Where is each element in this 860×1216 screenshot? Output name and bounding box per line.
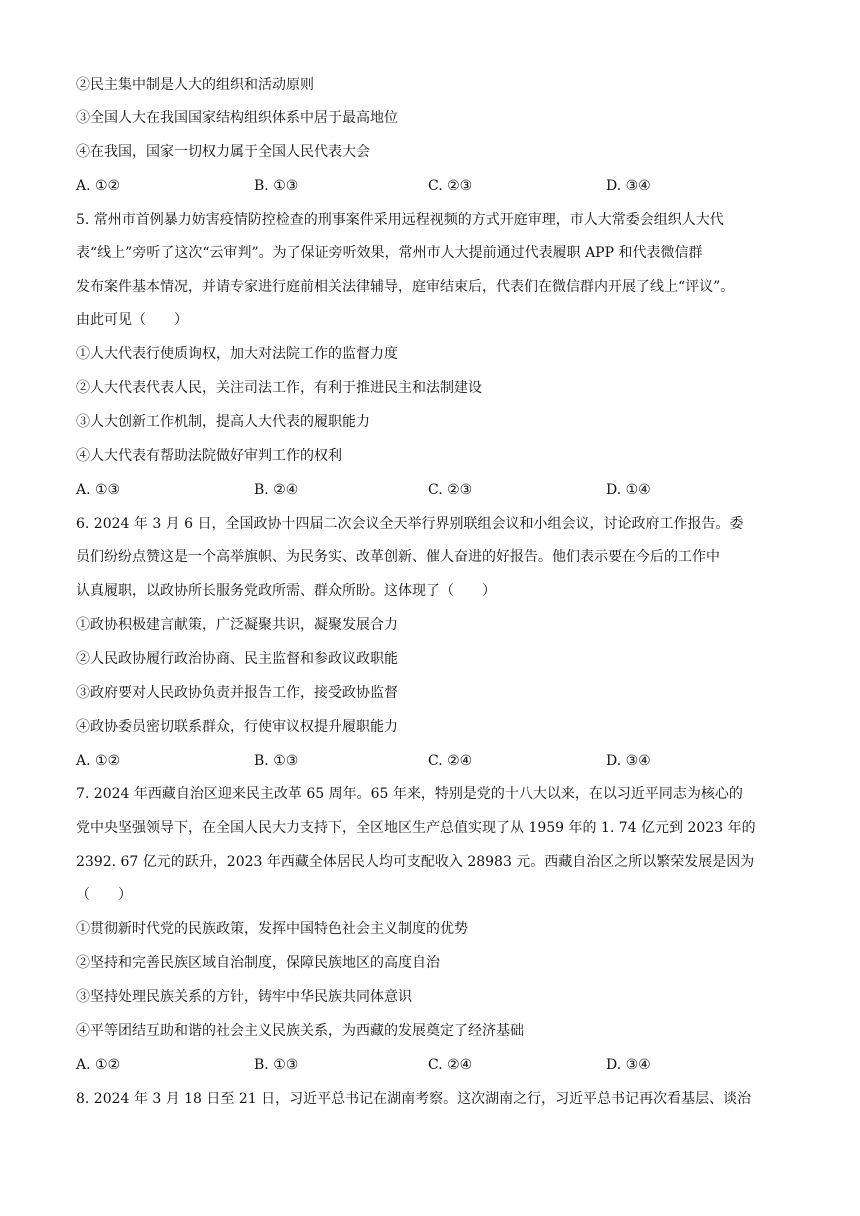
q6-stem-line-3: 认真履职，以政协所长服务党政所需、群众所盼。这体现了（ ）	[76, 583, 496, 599]
q6-item-4: ④政协委员密切联系群众，行使审议权提升履职能力	[76, 719, 398, 735]
q7-stem-line-1: 7. 2024 年西藏自治区迎来民主改革 65 周年。65 年来，特别是党的十八大以来，在以习近平同志为核心的	[76, 786, 743, 802]
q7-stem-line-2: 党中央坚强领导下，在全国人民大力支持下，全区地区生产总值实现了从 1959 年的 1. 74 亿元到 2023 年的	[76, 820, 756, 836]
q6-options	[76, 751, 776, 771]
q6-option-b[interactable]: B. ①③	[254, 753, 299, 769]
q6-option-c[interactable]: C. ②④	[428, 753, 473, 769]
q4-option-c[interactable]: C. ②③	[428, 178, 473, 194]
q6-item-1: ①政协积极建言献策，广泛凝聚共识，凝聚发展合力	[76, 617, 398, 633]
q5-stem-line-4: 由此可见（ ）	[76, 312, 188, 328]
q5-option-b[interactable]: B. ②④	[254, 482, 299, 498]
q6-item-3: ③政府要对人民政协负责并报告工作，接受政协监督	[76, 685, 398, 701]
q5-stem-line-3: 发布案件基本情况，并请专家进行庭前相关法律辅导，庭审结束后，代表们在微信群内开展了线上“评议”。	[76, 279, 735, 295]
q6-stem-line-1: 6. 2024 年 3 月 6 日，全国政协十四届二次会议全天举行界别联组会议和小组会议，讨论政府工作报告。委	[76, 516, 744, 532]
q7-item-4: ④平等团结互助和谐的社会主义民族关系，为西藏的发展奠定了经济基础	[76, 1023, 524, 1039]
q5-options	[76, 480, 776, 500]
q8-stem-line-1: 8. 2024 年 3 月 18 日至 21 日，习近平总书记在湖南考察。这次湖南之行，习近平总书记再次看基层、谈治	[76, 1091, 752, 1107]
q5-item-4: ④人大代表有帮助法院做好审判工作的权利	[76, 448, 342, 464]
q7-option-c[interactable]: C. ②④	[428, 1057, 473, 1073]
q7-option-d[interactable]: D. ③④	[606, 1057, 651, 1073]
q4-item-4: ④在我国，国家一切权力属于全国人民代表大会	[76, 144, 370, 160]
q7-item-1: ①贯彻新时代党的民族政策，发挥中国特色社会主义制度的优势	[76, 921, 468, 937]
q7-option-b[interactable]: B. ①③	[254, 1057, 299, 1073]
q5-item-2: ②人大代表代表人民，关注司法工作，有利于推进民主和法制建设	[76, 380, 482, 396]
q6-item-2: ②人民政协履行政治协商、民主监督和参政议政职能	[76, 651, 398, 667]
q5-stem-line-2: 表“线上”旁听了这次“云审判”。为了保证旁听效果，常州市人大提前通过代表履职 APP 和代表微信群	[76, 245, 703, 261]
q7-options	[76, 1055, 776, 1075]
q5-option-a[interactable]: A. ①③	[76, 482, 121, 498]
q5-option-d[interactable]: D. ①④	[606, 482, 651, 498]
q7-stem-line-4: （ ）	[76, 887, 132, 903]
q4-option-d[interactable]: D. ③④	[606, 178, 651, 194]
q6-option-d[interactable]: D. ③④	[606, 753, 651, 769]
q7-option-a[interactable]: A. ①②	[76, 1057, 121, 1073]
q5-stem-line-1: 5. 常州市首例暴力妨害疫情防控检查的刑事案件采用远程视频的方式开庭审理，市人大常委会组织人大代	[76, 212, 724, 228]
q5-option-c[interactable]: C. ②③	[428, 482, 473, 498]
q6-option-a[interactable]: A. ①②	[76, 753, 121, 769]
q4-options	[76, 176, 776, 196]
q4-item-2: ②民主集中制是人大的组织和活动原则	[76, 77, 314, 93]
q7-stem-line-3: 2392. 67 亿元的跃升，2023 年西藏全体居民人均可支配收入 28983 元。西藏自治区之所以繁荣发展是因为	[76, 854, 755, 870]
q7-item-3: ③坚持处理民族关系的方针，铸牢中华民族共同体意识	[76, 989, 412, 1005]
q4-option-a[interactable]: A. ①②	[76, 178, 121, 194]
q6-stem-line-2: 员们纷纷点赞这是一个高举旗帜、为民务实、改革创新、催人奋进的好报告。他们表示要在今后的工作中	[76, 549, 720, 565]
q4-item-3: ③全国人大在我国国家结构组织体系中居于最高地位	[76, 110, 398, 126]
q4-option-b[interactable]: B. ①③	[254, 178, 299, 194]
q7-item-2: ②坚持和完善民族区域自治制度，保障民族地区的高度自治	[76, 955, 440, 971]
q5-item-1: ①人大代表行使质询权，加大对法院工作的监督力度	[76, 346, 398, 362]
q5-item-3: ③人大创新工作机制，提高人大代表的履职能力	[76, 414, 370, 430]
